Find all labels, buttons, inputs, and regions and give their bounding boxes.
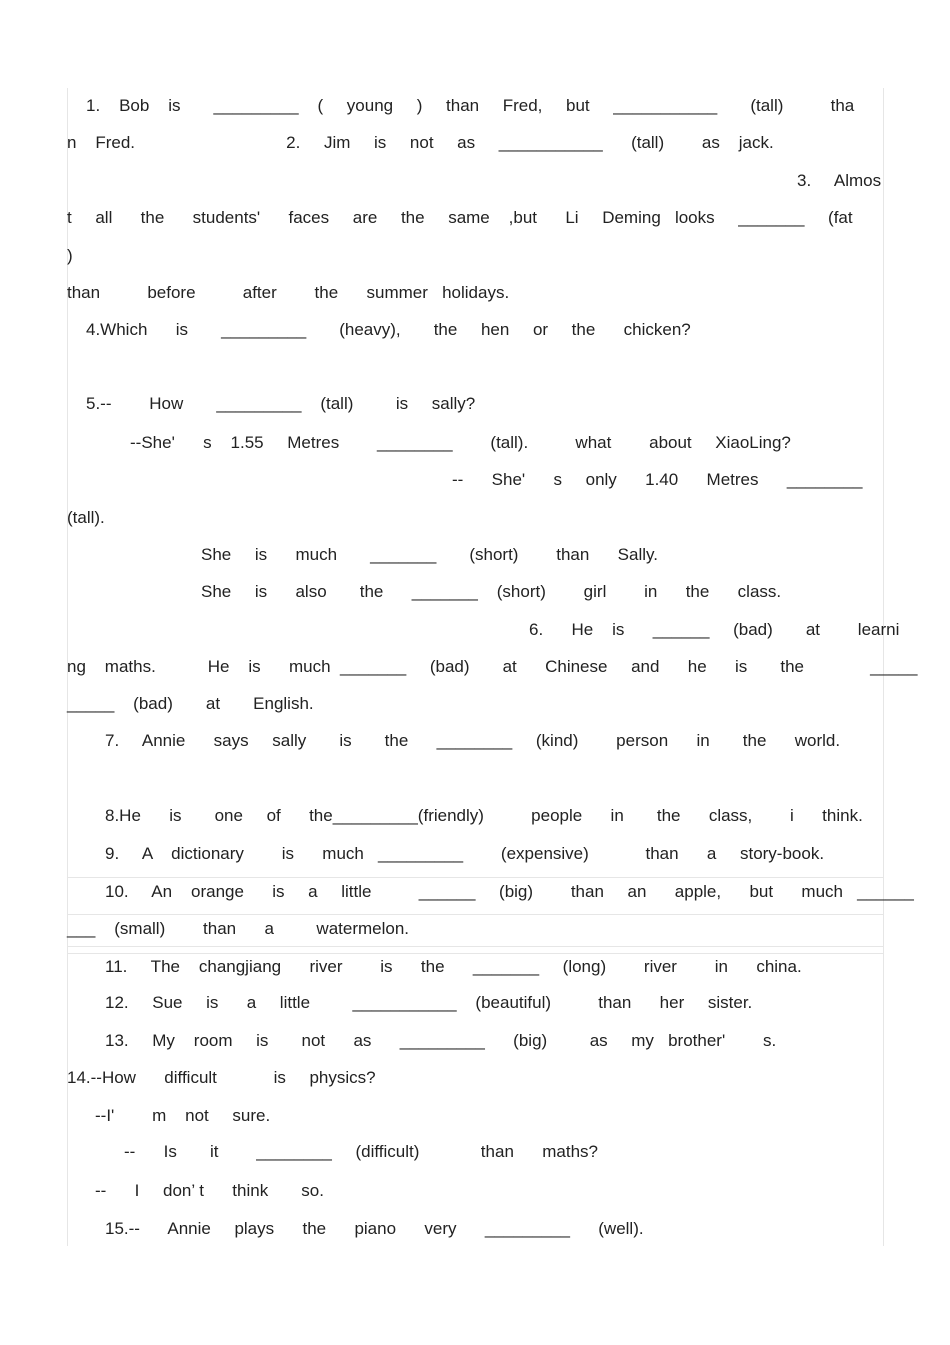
text-line: 1. Bob is _________ ( young ) than Fred, but ___________ (tall) tha	[86, 96, 855, 115]
text-line: 7. Annie says sally is the ________ (kind) person in the world.	[105, 731, 841, 750]
divider	[67, 953, 884, 954]
text-line: 12. Sue is a little ___________ (beautiful) than her sister.	[105, 993, 753, 1012]
text-line: 3. Almos	[797, 171, 882, 190]
text-line: )	[67, 246, 73, 265]
text-line: 9. A dictionary is much _________ (expensive) than a story-book.	[105, 844, 825, 863]
text-line: --I' m not sure.	[95, 1106, 271, 1125]
text-line: 6. He is ______ (bad) at learni	[529, 620, 900, 639]
text-line: 5.-- How _________ (tall) is sally?	[86, 394, 476, 413]
text-line: --She' s 1.55 Metres ________ (tall). what about XiaoLing?	[130, 433, 791, 452]
text-line: -- She' s only 1.40 Metres ________	[452, 470, 863, 489]
divider	[67, 914, 884, 915]
divider	[67, 877, 884, 878]
text-line: ng maths. He is much _______ (bad) at Chinese and he is the _____	[67, 657, 918, 676]
text-line: -- Is it ________ (difficult) than maths?	[124, 1142, 598, 1161]
text-line: 13. My room is not as _________ (big) as my brother' s.	[105, 1031, 777, 1050]
text-line: ___ (small) than a watermelon.	[67, 919, 410, 938]
text-line: 10. An orange is a little ______ (big) than an apple, but much ______	[105, 882, 914, 901]
text-line: t all the students' faces are the same ,but Li Deming looks _______ (fat	[67, 208, 853, 227]
text-line: 14.--How difficult is physics?	[67, 1068, 376, 1087]
text-line: She is much _______ (short) than Sally.	[201, 545, 658, 564]
text-line: _____ (bad) at English.	[67, 694, 314, 713]
text-line: than before after the summer holidays.	[67, 283, 510, 302]
divider	[67, 946, 884, 947]
text-line: 15.-- Annie plays the piano very _________ (well).	[105, 1219, 644, 1238]
text-line: (tall).	[67, 508, 105, 527]
text-line: 11. The changjiang river is the _______ (long) river in china.	[105, 957, 802, 976]
text-line: 8.He is one of the_________(friendly) people in the class, i think.	[105, 806, 863, 825]
text-line: -- I don’ t think so.	[95, 1181, 324, 1200]
text-line: She is also the _______ (short) girl in the class.	[201, 582, 782, 601]
text-line: 4.Which is _________ (heavy), the hen or the chicken?	[86, 320, 691, 339]
text-line: n Fred. 2. Jim is not as ___________ (tall) as jack.	[67, 133, 774, 152]
